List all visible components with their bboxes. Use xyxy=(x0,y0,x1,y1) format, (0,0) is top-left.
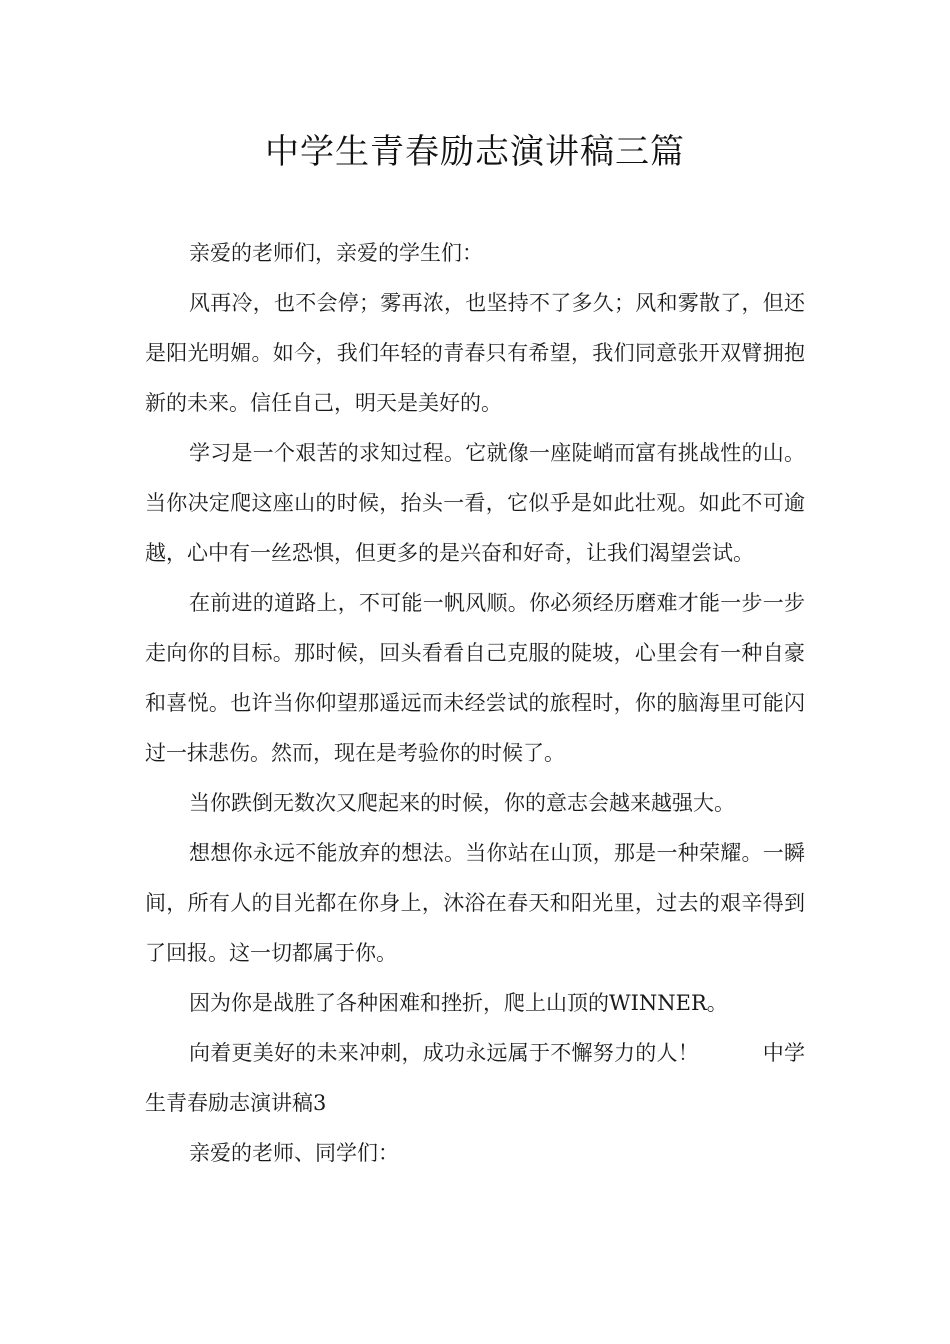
paragraph-road-ahead: 在前进的道路上，不可能一帆风顺。你必须经历磨难才能一步一步走向你的目标。那时候，回头看看自己克服的陡坡，心里会有一种自豪和喜悦。也许当你仰望那遥远而未经尝试的旅程时，你的脑海里可能闪过一抹悲伤。然而，现在是考验你的时候了。 xyxy=(145,591,805,765)
paragraph-wind-fog: 风再冷，也不会停；雾再浓，也坚持不了多久；风和雾散了，但还是阳光明媚。如今，我们年轻的青春只有希望，我们同意张开双臂拥抱新的未来。信任自己，明天是美好的。 xyxy=(145,291,805,415)
document-body xyxy=(145,228,805,1178)
paragraph-sprint: 向着更美好的未来冲刺，成功永远属于不懈努力的人！ 中学生青春励志演讲稿3 xyxy=(145,1041,805,1115)
document-title: 中学生青春励志演讲稿三篇 xyxy=(265,132,685,172)
paragraph-summit: 想想你永远不能放弃的想法。当你站在山顶，那是一种荣耀。一瞬间，所有人的目光都在你身上，沐浴在春天和阳光里，过去的艰辛得到了回报。这一切都属于你。 xyxy=(145,841,805,965)
paragraph-greeting: 亲爱的老师们，亲爱的学生们： xyxy=(189,241,483,265)
paragraph-winner: 因为你是战胜了各种困难和挫折，爬上山顶的WINNER。 xyxy=(189,991,728,1015)
paragraph-greeting-3: 亲爱的老师、同学们： xyxy=(189,1141,399,1165)
paragraph-willpower: 当你跌倒无数次又爬起来的时候，你的意志会越来越强大。 xyxy=(189,791,735,815)
paragraph-learning-mountain: 学习是一个艰苦的求知过程。它就像一座陡峭而富有挑战性的山。当你决定爬这座山的时候，抬头一看，它似乎是如此壮观。如此不可逾越，心中有一丝恐惧，但更多的是兴奋和好奇，让我们渴望尝试。 xyxy=(145,441,805,565)
